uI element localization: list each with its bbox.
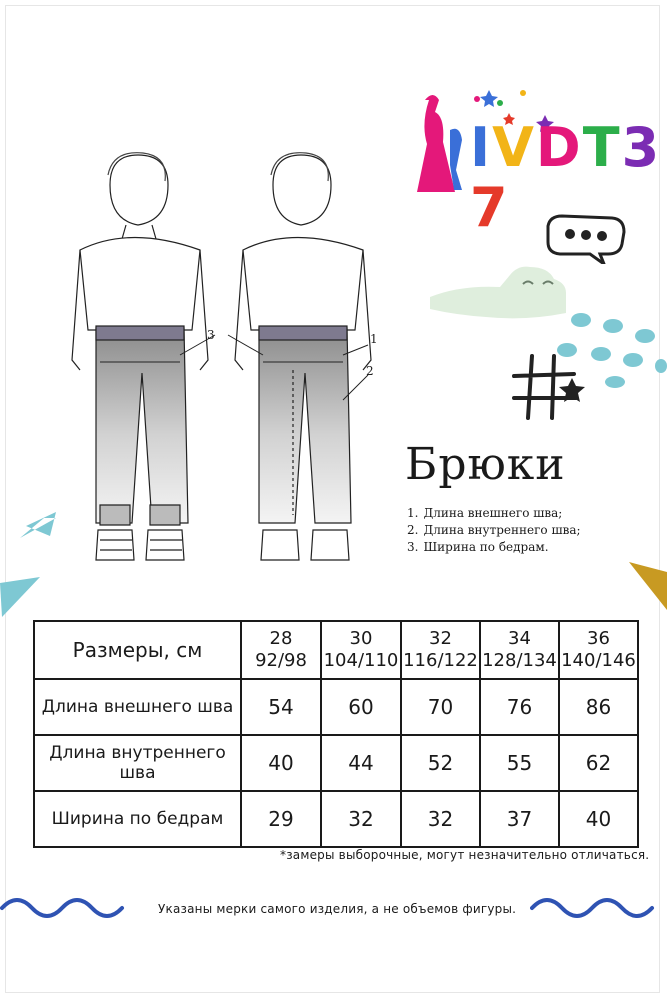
callout-2: 2 [366, 364, 374, 378]
row-label: Длина внешнего шва [34, 679, 241, 735]
size-column-header: 36 140/146 [559, 621, 638, 679]
logo-letter: I [470, 116, 493, 179]
table-cell: 86 [559, 679, 638, 735]
table-cell: 40 [559, 791, 638, 847]
table-cell: 37 [480, 791, 559, 847]
table-cell: 70 [401, 679, 480, 735]
table-cell: 76 [480, 679, 559, 735]
row-label: Ширина по бедрам [34, 791, 241, 847]
legend-item: 3. Ширина по бедрам. [407, 540, 549, 554]
callout-1: 1 [370, 332, 378, 346]
page-title: Брюки [405, 439, 566, 490]
speech-bubble-icon [540, 212, 630, 264]
table-cell: 62 [559, 735, 638, 791]
measurement-note: *замеры выборочные, могут незначительно отличаться. [280, 848, 650, 862]
table-cell: 32 [401, 791, 480, 847]
hashtag-star-icon [510, 352, 590, 422]
row-label: Длина внутреннего шва [34, 735, 241, 791]
back-figure [235, 153, 371, 560]
size-column-header: 28 92/98 [241, 621, 321, 679]
teal-triangle-icon [18, 508, 58, 540]
table-header-label: Размеры, см [34, 621, 241, 679]
table-row [34, 791, 638, 847]
table-cell: 44 [321, 735, 401, 791]
logo-letter: 3 [621, 116, 662, 179]
logo-letter: D [535, 116, 583, 179]
legend-item: 1. Длина внешнего шва; [407, 506, 563, 520]
front-figure [72, 153, 208, 560]
wave-left-decoration [0, 888, 130, 928]
size-column-header: 32 116/122 [401, 621, 480, 679]
size-column-header: 34 128/134 [480, 621, 559, 679]
table-cell: 40 [241, 735, 321, 791]
mustard-triangle-icon [627, 560, 667, 612]
table-row [34, 679, 638, 735]
teal-triangle-large-icon [0, 575, 42, 620]
logo-letter: V [492, 116, 536, 179]
table-row [34, 735, 638, 791]
table-cell: 54 [241, 679, 321, 735]
table-cell: 29 [241, 791, 321, 847]
table-cell: 32 [321, 791, 401, 847]
measurement-legend [407, 505, 586, 556]
logo-letter: T [582, 116, 622, 179]
table-header-row [34, 621, 638, 679]
logo-letter: 7 [470, 176, 510, 239]
legend-item: 2. Длина внутреннего шва; [407, 523, 581, 537]
table-cell: 52 [401, 735, 480, 791]
wave-right-decoration [530, 888, 660, 928]
size-column-header: 30 104/110 [321, 621, 401, 679]
footer-note: Указаны мерки самого изделия, а не объемов фигуры. [158, 902, 517, 916]
size-table [33, 620, 639, 848]
callout-3: 3 [207, 328, 215, 342]
table-cell: 60 [321, 679, 401, 735]
pants-illustration [60, 145, 390, 575]
table-cell: 55 [480, 735, 559, 791]
